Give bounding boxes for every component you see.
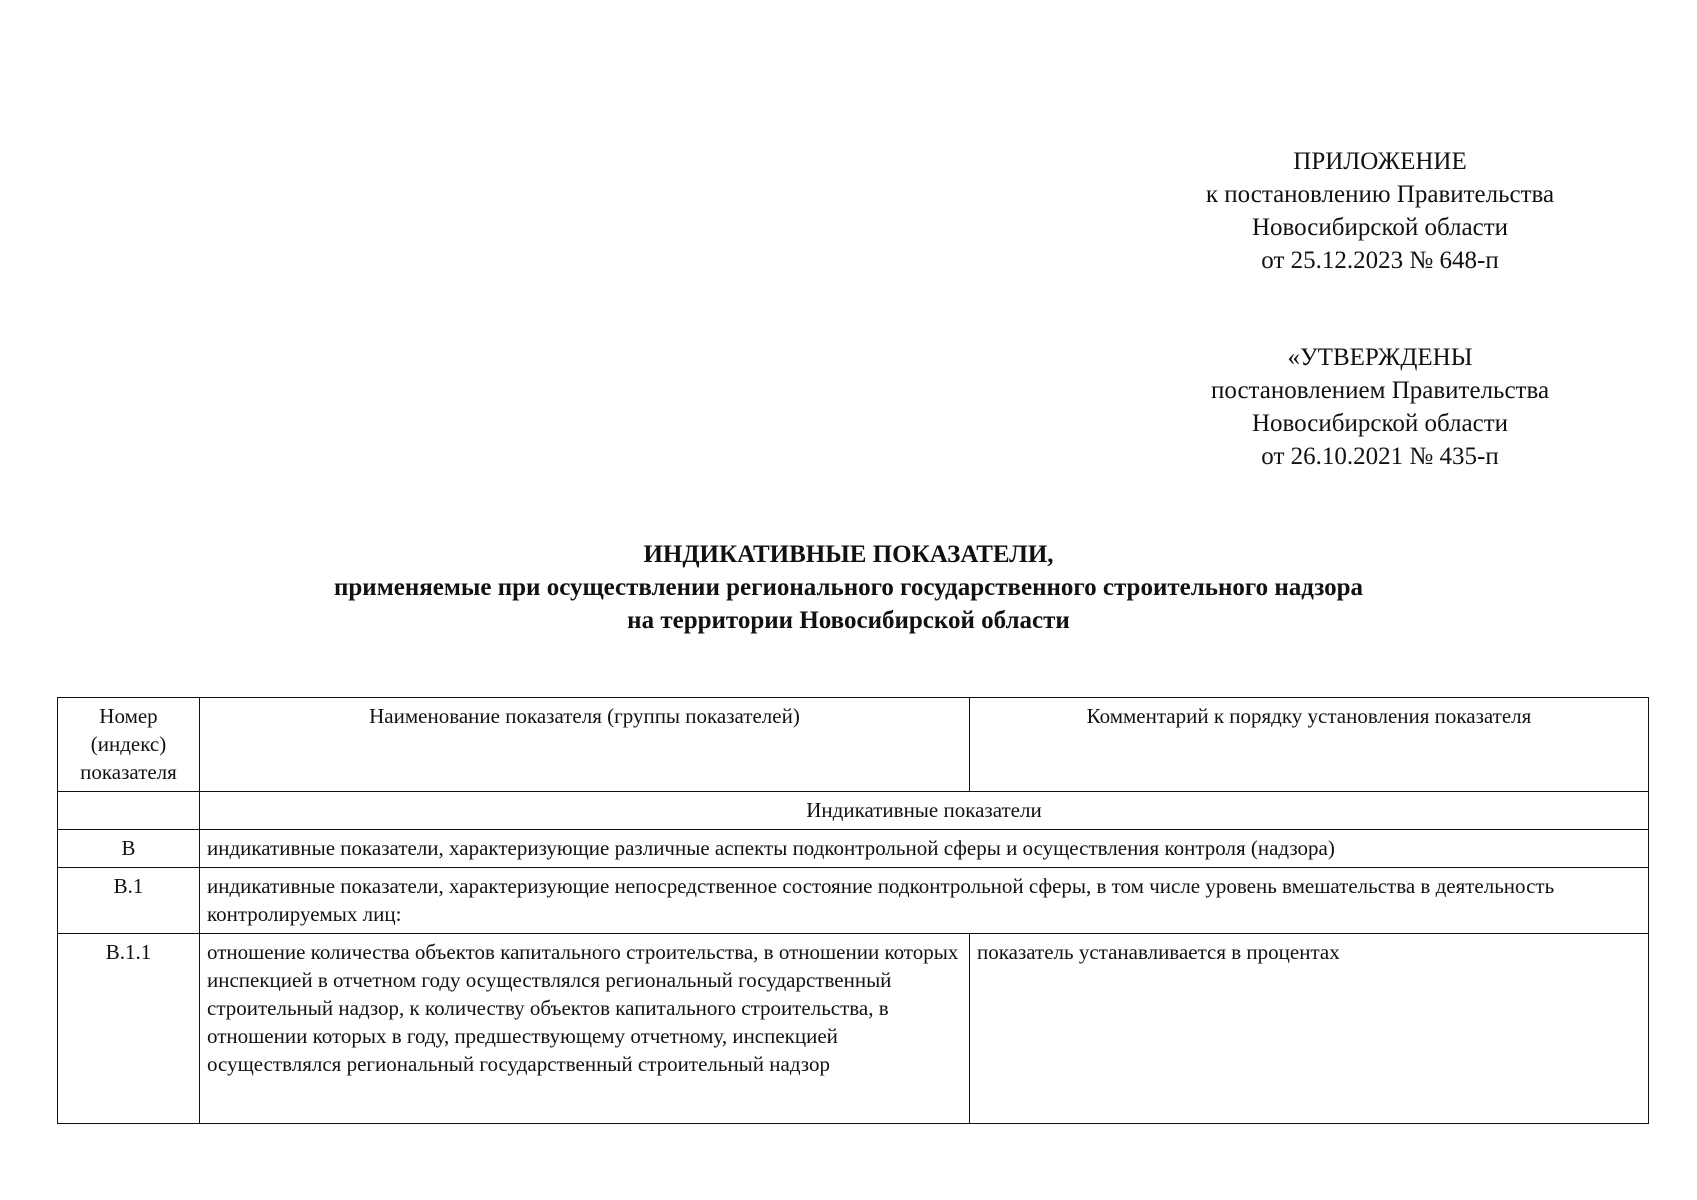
row-name: индикативные показатели, характеризующие непосредственное состояние подконтрольной сферы, в том числе уровень вмешательства в деятельность контролируемых лиц: (200, 868, 1649, 934)
approved-line: Новосибирской области (1251, 410, 1509, 437)
section-label: Индикативные показатели (200, 792, 1649, 830)
appendix-block (1150, 145, 1610, 277)
approved-date-number: от 26.10.2021 № 435-п (1261, 443, 1499, 470)
approved-heading: «УТВЕРЖДЕНЫ (1287, 344, 1473, 371)
appendix-line: к постановлению Правительства (1205, 181, 1555, 208)
row-name: индикативные показатели, характеризующие различные аспекты подконтрольной сферы и осуществления контроля (надзора) (200, 830, 1649, 868)
appendix-heading: ПРИЛОЖЕНИЕ (1293, 148, 1467, 175)
title-line: применяемые при осуществлении регионального государственного строительного надзора (333, 574, 1364, 601)
header-comment: Комментарий к порядку установления показателя (970, 698, 1649, 792)
header-index: Номер (индекс) показателя (58, 698, 200, 792)
row-index: В.1 (58, 868, 200, 934)
title-line: на территории Новосибирской области (627, 607, 1070, 634)
approved-block (1150, 341, 1610, 473)
section-index-cell (58, 792, 200, 830)
appendix-line: Новосибирской области (1251, 214, 1509, 241)
appendix-date-number: от 25.12.2023 № 648-п (1261, 247, 1499, 274)
row-name: отношение количества объектов капитального строительства, в отношении которых инспекцией в отчетном году осуществлялся региональный государственный строительный надзор, к количеству объектов капитального строительства, в отношении которых в году, предшествующему отчетному, инспекцией осуществлялся региональный государственный строительный надзор (200, 934, 970, 1124)
table-row (58, 868, 1649, 934)
table-row (58, 934, 1649, 1124)
document-title (0, 538, 1697, 637)
row-index: В (58, 830, 200, 868)
row-index: В.1.1 (58, 934, 200, 1124)
approved-line: постановлением Правительства (1210, 377, 1550, 404)
table-header-row (58, 698, 1649, 792)
indicators-table (57, 697, 1649, 1124)
row-comment: показатель устанавливается в процентах (970, 934, 1649, 1124)
header-name: Наименование показателя (группы показателей) (200, 698, 970, 792)
table-section-row (58, 792, 1649, 830)
title-line: ИНДИКАТИВНЫЕ ПОКАЗАТЕЛИ, (643, 541, 1054, 568)
table-row (58, 830, 1649, 868)
